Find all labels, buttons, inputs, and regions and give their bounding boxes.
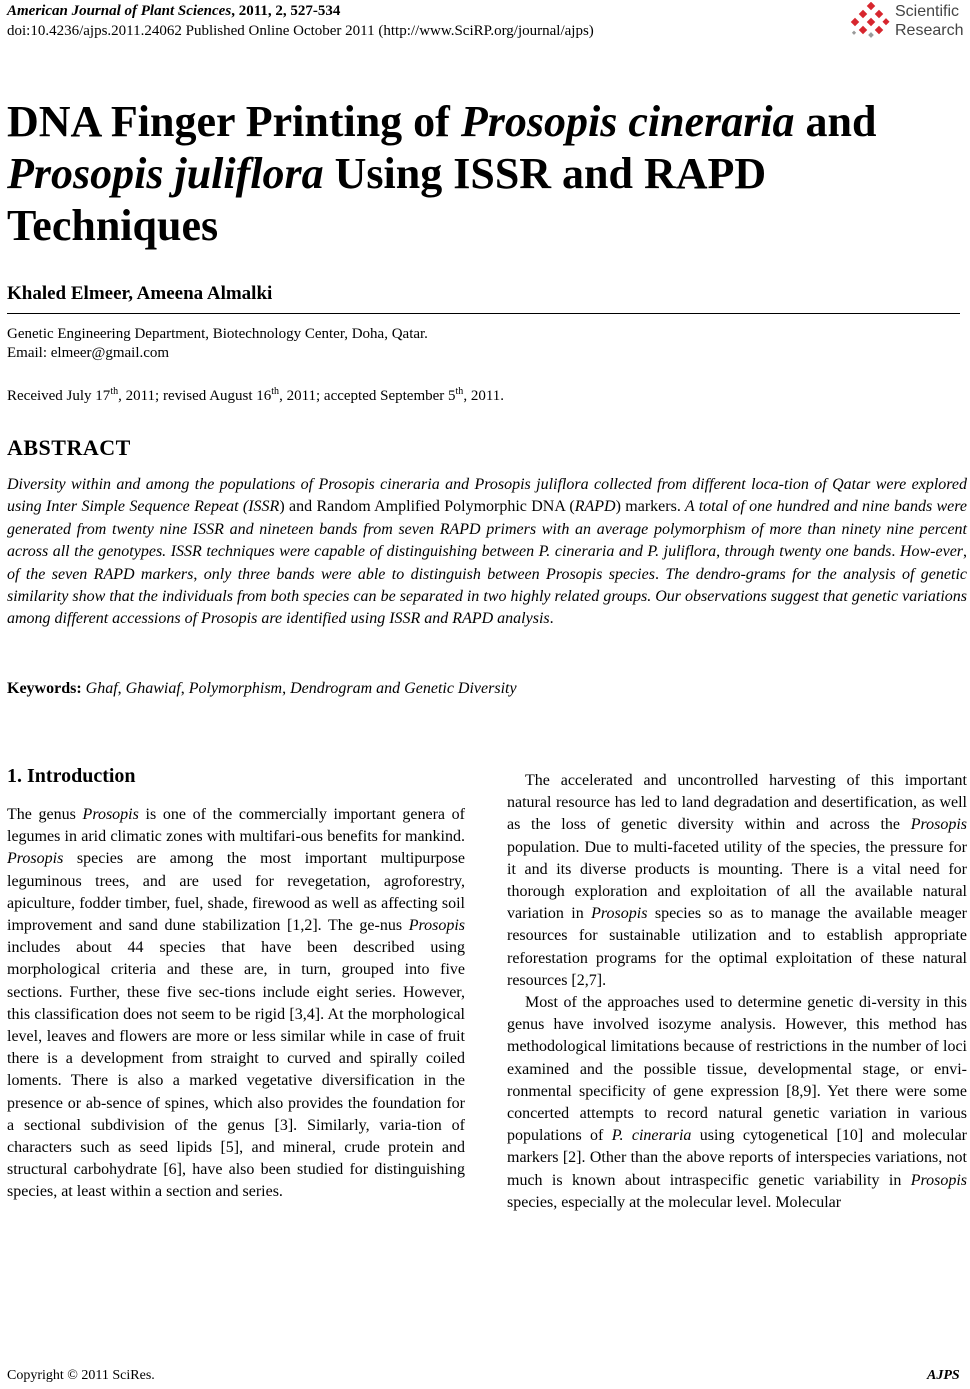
accepted-sup: th xyxy=(455,386,464,397)
intro-right-column xyxy=(507,770,967,1214)
abstract-text-9: The dendro-grams for the analysis of genetic similarity show that the individuals from both species can be separated in two highly related groups. Our observations suggest that genetic variations among different accessions of Prosopis are identified using ISSR and RAPD analysis xyxy=(7,565,968,628)
intro-left-column xyxy=(7,804,465,1204)
genus-name: Prosopis xyxy=(82,806,139,823)
accepted-date: , 2011; accepted September 5 xyxy=(279,388,456,404)
intro-text: species, especially at the molecular level. Molecular xyxy=(507,1193,842,1211)
section-heading-introduction: 1. Introduction xyxy=(7,765,136,787)
revised-sup: th xyxy=(271,386,280,397)
received-sup: th xyxy=(110,386,119,397)
genus-name: Prosopis xyxy=(910,816,967,834)
abstract-comma-1: , xyxy=(716,543,721,561)
keyword-2: Ghawiaf xyxy=(125,680,181,697)
intro-text: species are among the most important multipurpose leguminous trees, and are used for revegetation, agroforestry, apiculture, fodder timber, fuel, shade, firewood as well as affecting soil improvement and sand dune stabilization [1,2]. The ge-nus xyxy=(7,850,465,935)
journal-name: American Journal of Plant Sciences xyxy=(7,3,232,19)
intro-text: population. Due to multi-faceted utility of the species, the pressure for it and its diverse products is mounting. There is a vital need for thorough exploration and exploitation of all the available natural variation in xyxy=(507,838,967,923)
intro-paragraph-3 xyxy=(507,992,967,1214)
revised-date: , 2011; revised August 16 xyxy=(118,388,272,404)
paper-title xyxy=(7,96,957,252)
affiliation: Genetic Engineering Department, Biotechnology Center, Doha, Qatar. xyxy=(7,326,428,342)
keywords-colon: : xyxy=(76,680,86,697)
intro-paragraph-2 xyxy=(507,770,967,992)
title-species-1: Prosopis cineraria xyxy=(460,97,795,146)
abstract-text-4: A total of one hundred and nine bands were generated from twenty nine ISSR and nineteen bands from seven RAPD primers with an average polymorphism of more than ninety nine percent across all the genotypes. ISSR techniques were capable of distinguishing between P. cineraria and P. juliflora xyxy=(7,498,968,561)
journal-volume: , 2011, 2, 527-534 xyxy=(231,3,341,19)
abstract-comma-3: , xyxy=(193,565,198,583)
abstract-dot-1: . xyxy=(676,498,681,516)
keyword-separator: , xyxy=(117,680,126,697)
doi-line: doi:10.4236/ajps.2011.24062 Published Online October 2011 (http://www.SciRP.org/journal/ajps) xyxy=(7,23,594,39)
copyright: Copyright © 2011 SciRes. xyxy=(7,1368,155,1383)
authors: Khaled Elmeer, Ameena Almalki xyxy=(7,283,273,304)
scirp-logo-icon xyxy=(850,2,892,40)
keyword-separator: , xyxy=(282,680,291,697)
journal-abbreviation: AJPS xyxy=(927,1368,960,1383)
abstract-dot-4: . xyxy=(549,610,554,628)
abstract-body xyxy=(7,474,967,631)
abstract-text-2: ) and Random Amplified Polymorphic DNA ( xyxy=(279,498,575,516)
logo-line-1: Scientific xyxy=(895,3,960,20)
abstract-text-1: Diversity within and among the populations of Prosopis cineraria and Prosopis juliflora collected from different loca-tion of Qatar were explored using Inter Simple Sequence Repeat ( xyxy=(7,476,967,516)
title-part-3: Using ISSR and RAPD Techniques xyxy=(7,149,767,250)
keyword-separator: , xyxy=(180,680,189,697)
abstract-text-8: only three bands were able to distinguish between Prosopis species xyxy=(197,565,655,583)
genus-name: Prosopis xyxy=(591,905,648,923)
intro-text: species so as to manage the available meager resources for sustainable utilization and to establish appropriate reforestation programs for the optimal exploitation of these natural resources [2,7]. xyxy=(507,905,967,989)
dates-end: , 2011. xyxy=(463,388,505,404)
email: Email: elmeer@gmail.com xyxy=(7,345,170,361)
intro-paragraph-1 xyxy=(7,804,465,1204)
publisher-logo xyxy=(850,2,970,42)
title-species-2: Prosopis juliflora xyxy=(7,149,324,198)
title-part-2: and xyxy=(794,97,877,146)
abstract-text-5: through twenty one bands xyxy=(720,543,892,561)
intro-text: is one of the commercially important genera of legumes in arid climatic zones with multifari-ous benefits for mankind. xyxy=(7,806,466,846)
abstract-dot-3: . xyxy=(654,565,659,583)
received-date: Received July 17 xyxy=(7,388,111,404)
intro-text: The accelerated and uncontrolled harvesting of this important natural resource has led to land degradation and desertification, as well as the loss of genetic diversity within and across the xyxy=(507,772,967,834)
abstract-rapd: RAPD xyxy=(574,498,616,516)
keywords xyxy=(7,680,517,698)
intro-text: Most of the approaches used to determine genetic di-versity in this genus have involved isozyme analysis. However, this method has methodological limitations because of restrictions in the number of loci examined and the possible tissue, developmental stage, or envi-ronmental specificity of gene expression [8,9]. Yet there were some concerted attempts to record natural genetic variation in various populations of xyxy=(507,994,967,1145)
abstract-comma-2: , xyxy=(963,543,968,561)
intro-text: The genus xyxy=(7,806,83,823)
keyword-4: Dendrogram and Genetic Diversity xyxy=(290,680,517,697)
abstract-dot-2: . xyxy=(891,543,896,561)
title-part-1: DNA Finger Printing of xyxy=(7,97,461,146)
logo-text xyxy=(895,2,963,40)
abstract-heading: ABSTRACT xyxy=(7,435,131,460)
intro-text: using cytogenetical [10] and molecular markers [2]. Other than the above reports of interspecies variations, not much is known about intraspecific genetic variability in xyxy=(507,1127,967,1189)
abstract-text-3: ) markers xyxy=(615,498,677,516)
keyword-1: Ghaf xyxy=(85,680,118,697)
journal-citation xyxy=(7,3,340,20)
abstract-issr: ISSR xyxy=(248,498,280,516)
species-name: P. cineraria xyxy=(611,1127,692,1145)
genus-name: Prosopis xyxy=(7,850,64,868)
received-dates xyxy=(7,386,504,405)
keyword-3: Polymorphism xyxy=(188,680,283,697)
header-rule xyxy=(7,313,960,314)
genus-name: Prosopis xyxy=(408,917,465,935)
genus-name: Prosopis xyxy=(910,1171,967,1189)
abstract-text-7: of the seven RAPD markers xyxy=(7,565,194,583)
abstract-text-6: How-ever xyxy=(895,543,964,561)
intro-text: includes about 44 species that have been described using morphological criteria and these are, in turn, grouped into five sections. Further, these five sec-tions include eight series. However, this classification does not seem to be rigid [3,4]. At the morphological level, leaves and flowers are more or less similar while in case of fruit there is a development from straight to curved and spirally coiled loments. There is also a marked vegetative diversification in the presence or ab-sence of spines, which also provides the foundation for a sectional subdivision of the genus [3]. Similarly, varia-tion of characters such as seed lipids [5], and mineral, crude protein and structural carbohydrate [6], have also been studied for distinguishing species, at least within a section and series. xyxy=(7,939,465,1201)
logo-line-2: Research xyxy=(895,22,964,39)
keywords-label: Keywords xyxy=(7,680,77,697)
